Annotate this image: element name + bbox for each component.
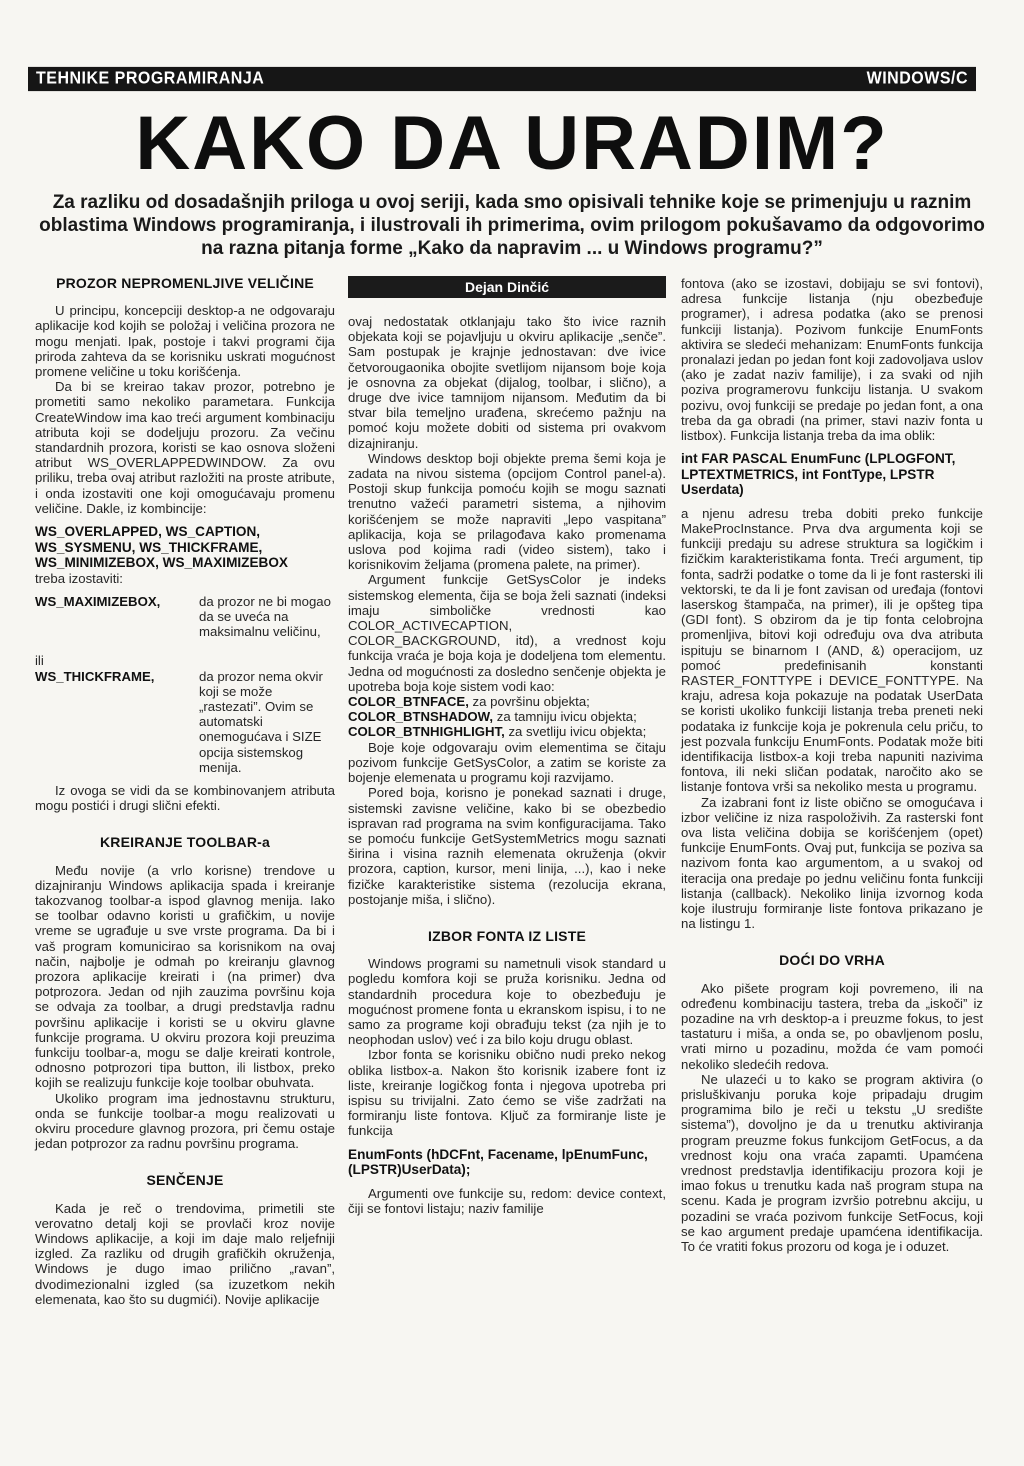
definition-term: WS_MAXIMIZEBOX, bbox=[35, 593, 161, 609]
paragraph: Izbor fonta se korisniku obično nudi preko nekog oblika listbox-a. Nakon što korisnik izabere font iz liste, kreiranje logičkog fonta i njegova upotreba pri ispisu su trivijalni. Zato ćemo se više zadržati na formiranju liste fontova. Ključ za formiranje liste je funkcija bbox=[348, 1047, 666, 1139]
color-constant-line: COLOR_BTNHIGHLIGHT, za svetliju ivicu objekta; bbox=[348, 724, 647, 740]
paragraph: treba izostaviti: bbox=[35, 570, 123, 586]
paragraph: Među novije (a vrlo korisne) trendove u dizajniranju Windows aplikacija spada i kreiranje takozvanog toolbar-a ispod glavnog menija. Iako se toolbar odavno koristi u grafičkim, u novije vreme se ugrađuje u sve vrste programa. Da bi i vaš program komunicirao sa korisnikom na ovaj način, najbolje je odmah po kreiranju glavnog prozora aplikacije kreirati i (na primer) dva potprozora. Jedan od njih zauzima površinu koja se odvaja za toolbar, a drugi predstavlja radnu površinu aplikacije i koristi se u okviru glavne funkcije programa. U okviru prozora koji preuzima funkciju toolbar-a, mogu se dalje kreirati kontrole, odnosno potprozori tipa button, ili listbox, preko kojih se realizuju funkcije koje toolbar obuhvata. bbox=[35, 862, 335, 1091]
definition-row bbox=[35, 669, 335, 775]
article-title: KAKO DA URADIM? bbox=[135, 101, 889, 186]
paragraph: fontova (ako se izostavi, dobijaju se svi fontovi), adresa funkcije listanja (nju obezbeđuje programer), i adresa podatka (ako se prenosi funkciji listanja). Pozivom funkcije EnumFonts aktivira se sledeći mehanizam: EnumFonts funkcija pronalazi jedan po jedan font koji zadovoljava uslov (ako je zadat naziv familije), i za svaki od njih poziva programerovu funkciju listanja. U svakom pozivu, ovoj funkciji se predaje po jedan font, a ona treba da ga obradi (na primer, stavi naziv fonta u listbox). Funkcija listanja treba da ima oblik: bbox=[681, 276, 983, 444]
code-snippet: EnumFonts (hDCFnt, Facename, lpEnumFunc, (LPSTR)UserData); bbox=[348, 1146, 648, 1178]
code-snippet: int FAR PASCAL EnumFunc (LPLOGFONT, LPTEXTMETRICS, int FontType, LPSTR Userdata) bbox=[681, 451, 956, 498]
section-title: IZBOR FONTA IZ LISTE bbox=[428, 927, 586, 944]
paragraph: Windows programi su nametnuli visok standard u pogledu komfora koji se pruža korisniku. Jedna od standardnih procedura koje to obezbeđuju je mogućnost promene fonta u ekranskom ispisu, i to ne samo za programe koji obrađuju tekst (za njih je to neophodan uslov) već i za bilo koju drugu oblast. bbox=[348, 956, 666, 1048]
paragraph: Za izabrani font iz liste obično se omogućava i izbor veličine iz niza raspoloživih. Za rasterski font ova lista veličina dobija se korišćenjem (opet) funkcije EnumFonts. Ovaj put, funkcija se poziva sa nazivom fonta kao argumentom, a u svakoj od iteracija ona predaje po jednu veličinu fonta funkciji listanja (callback). Nekoliko linija izvornog koda koje ilustruju formiranje liste fontova prikazano je na listingu 1. bbox=[681, 794, 983, 932]
section-title: KREIRANJE TOOLBAR-a bbox=[99, 834, 270, 851]
paragraph: a njenu adresu treba dobiti preko funkcije MakeProcInstance. Prva dva argumenta koji se funkciji predaju su adrese struktura sa logičkim i fizičkim karakteristikama fonta. Treći argument, tip fonta, sadrži podatke o tome da li je font rasterski ili vektorski, te da li je font zavisan od uređaja (fontovi laserskog štampača, na primer), ili je opšteg tipa (GDI font). S obzirom da je tip fonta celobrojna promenljiva, bitovi koji određuju ova dva atributa ispituju se binarnom I (AND, &) operacijom, uz pomoć predefinisanih konstanti RASTER_FONTTYPE i DEVICE_FONTTYPE. Na kraju, adresa koja pokazuje na podatak UserData se koristi ukoliko funkciji listanja treba preneti neki podataka iz funkcije koja je pokrenula celu priču, to jest pozvala funkciju EnumFonts. Podatak može biti identifikacija listbox-a koji treba napuniti nazivima fontova, ili neki sličan podatak, naročito ako se listanje fontova vrši sa nekoliko mesta u programu. bbox=[681, 505, 983, 795]
article-intro: Za razliku od dosadašnjih priloga u ovoj seriji, kada smo opisivali tehnike koje se primenjuju u raznim oblastima Windows programiranja, i ilustrovali ih primerima, ovim prilogom pokušavamo da odgovorimo na razna pitanja forme „Kako da napravim ... u Windows programu?” bbox=[39, 192, 985, 259]
definition-text: da prozor nema okvir koji se može „rastezati”. Ovim se automatski onemogućava i SIZE opcija sistemskog menija. bbox=[199, 668, 323, 775]
paragraph: ili bbox=[35, 653, 44, 669]
section-title: SENČENJE bbox=[146, 1172, 224, 1189]
paragraph: Pored boja, korisno je ponekad saznati i druge, sistemski zavisne veličine, kako bi se obezbedio ispravan rad programa na svim konfiguracijama. Tako se pomoću funkcije GetSystemMetrics mogu saznati širina i visina raznih elemenata okruženja (okvir prozora, caption, kursor, meni linija, ...), kao i neke fizičke karakteristike sistema (rezolucija ekrana, postojanje miša, i slično). bbox=[348, 785, 666, 907]
paragraph: ovaj nedostatak otklanjaju tako što ivice raznih objekata koji se pojavljuju u okviru aplikacije „senče”. Sam postupak je krajnje jednostavan: dve ivice četvorougaonika obojite svetlijom nijansom boje koja je osnovna za objekat (dijalog, toolbar, i slično), a druge dve ivice tamnijom nijansom. Međutim da bi stvar bila temeljno urađena, skrećemo pažnju na pomoć koju možete dobiti od sistema pri ovakvom dizajniranju. bbox=[348, 314, 666, 451]
definition-term: WS_THICKFRAME, bbox=[35, 668, 155, 684]
color-constant-line: COLOR_BTNSHADOW, za tamniju ivicu objekta; bbox=[348, 709, 637, 725]
column-2 bbox=[348, 276, 666, 1216]
paragraph: Argument funkcije GetSysColor je indeks sistemskog elementa, čija se boja želi saznati (indeksi imaju simboličke vrednosti kao COLOR_ACTIVECAPTION, COLOR_BACKGROUND, itd), a vrednost koju funkcija vraća je boja koja je dodeljena tom elementu. Jedna od mogućnosti za dosledno senčenje objekta je upotreba boja koje sistem vodi kao: bbox=[348, 572, 666, 694]
paragraph: Ukoliko program ima jednostavnu strukturu, onda se funkcije toolbar-a mogu realizovati u okviru procedure glavnog prozora, pri čemu ostaje jedan potprozor za radnu površinu programa. bbox=[35, 1090, 335, 1152]
paragraph: Windows desktop boji objekte prema šemi koja je zadata na nivou sistema (opcijom Control panel-a). Postoji skup funkcija pomoću kojih se mogu saznati trenutno važeći parametri sistema, a njihovim korišćenjem se može napraviti „lepo vaspitana” aplikacija, koja se prilagođava kako promenama uslova pod kojima radi (video sistem), tako i korisnikovim željama (promena palete, na primer). bbox=[348, 450, 666, 573]
paragraph: Argumenti ove funkcije su, redom: device context, čiji se fontovi listaju; naziv familije bbox=[348, 1185, 666, 1216]
column-3 bbox=[681, 276, 983, 1254]
definition-row bbox=[35, 594, 335, 640]
paragraph: Kada je reč o trendovima, primetili ste verovatno detalj koji se provlači kroz novije Windows aplikacije, a koji im daje malo reljefniji izgled. Za razliku od drugih grafičkih okruženja, Windows je dugo imao prilično „ravan”, dvodimezionalni izgled (sa izuzetkom nekih elemenata, kao što su dugmići). Novije aplikacije bbox=[35, 1200, 335, 1307]
paragraph: Ako pišete program koji povremeno, ili na određenu kombinaciju tastera, treba da „iskoči” iz pozadine na vrh desktop-a i preuzme fokus, to jest tastaturu i miša, a onda se, po obavljenom poslu, vrati mirno u pozadinu, možda će vam pomoći nekoliko sledećih redova. bbox=[681, 980, 983, 1072]
paragraph: Iz ovoga se vidi da se kombinovanjem atributa mogu postići i drugi slični efekti. bbox=[35, 782, 335, 814]
paragraph: Ne ulazeći u to kako se program aktivira (o prisluškivanju poruka koje pripadaju drugim programima bilo je reči u tekstu „U središte sistema”), dovoljno je da u trenutku aktiviranja program preuzme fokus funkcijom GetFocus, a da vrednost koju ona vraća zapamti. Upamćena vrednost predstavlja identifikaciju prozora koji je imao fokus u trenutku kada naš program stupa na scenu. Kada je program izvršio potrebnu akciju, u pozadini se vraća pozivom funkcije SetFocus, koji se kao argument predaje upamćena identifikacija. To će vratiti fokus prozoru od koga je i oduzet. bbox=[681, 1071, 983, 1255]
author-byline: Dejan Dinčić bbox=[348, 276, 666, 298]
definition-text: da prozor ne bi mogao da se uveća na maksimalnu veličinu, bbox=[199, 593, 331, 640]
paragraph: U principu, koncepciji desktop-a ne odgovaraju aplikacije kod kojih se položaj i veličina prozora ne mogu menjati. Ipak, postoje i takvi programi čija priroda zahteva da se korisniku uskrati mogućnost promene veličine u toku korišćenja. bbox=[35, 303, 335, 380]
column-1 bbox=[35, 276, 335, 1307]
section-title: PROZOR NEPROMENLJIVE VELIČINE bbox=[56, 275, 314, 291]
section-label: TEHNIKE PROGRAMIRANJA bbox=[36, 69, 265, 88]
paragraph: Da bi se kreirao takav prozor, potrebno je prometiti samo nekoliko parametara. Funkcija CreateWindow ima kao treći argument kombinaciju atributa koji se dodeljuju prozoru. Za večinu standardnih prozora, koristi se kao osnova složeni atribut WS_OVERLAPPEDWINDOW. Za ovu priliku, treba ovaj atribut razložiti na proste atribute, i onda izostaviti one koji omogućavaju promenu veličine. Dakle, iz kombincije: bbox=[35, 379, 335, 516]
section-title: DOĆI DO VRHA bbox=[779, 952, 885, 969]
code-snippet: WS_OVERLAPPED, WS_CAPTION, WS_SYSMENU, WS_THICKFRAME, WS_MINIMIZEBOX, WS_MAXIMIZEBOX bbox=[35, 524, 289, 571]
series-label: WINDOWS/C bbox=[866, 69, 968, 88]
paragraph: Boje koje odgovaraju ovim elementima se čitaju pozivom funkcije GetSysColor, a zatim se koriste za bojenje elemenata u programu koji razvijamo. bbox=[348, 739, 666, 786]
color-constant-line: COLOR_BTNFACE, za površinu objekta; bbox=[348, 694, 590, 710]
section-header-bar bbox=[28, 67, 976, 91]
